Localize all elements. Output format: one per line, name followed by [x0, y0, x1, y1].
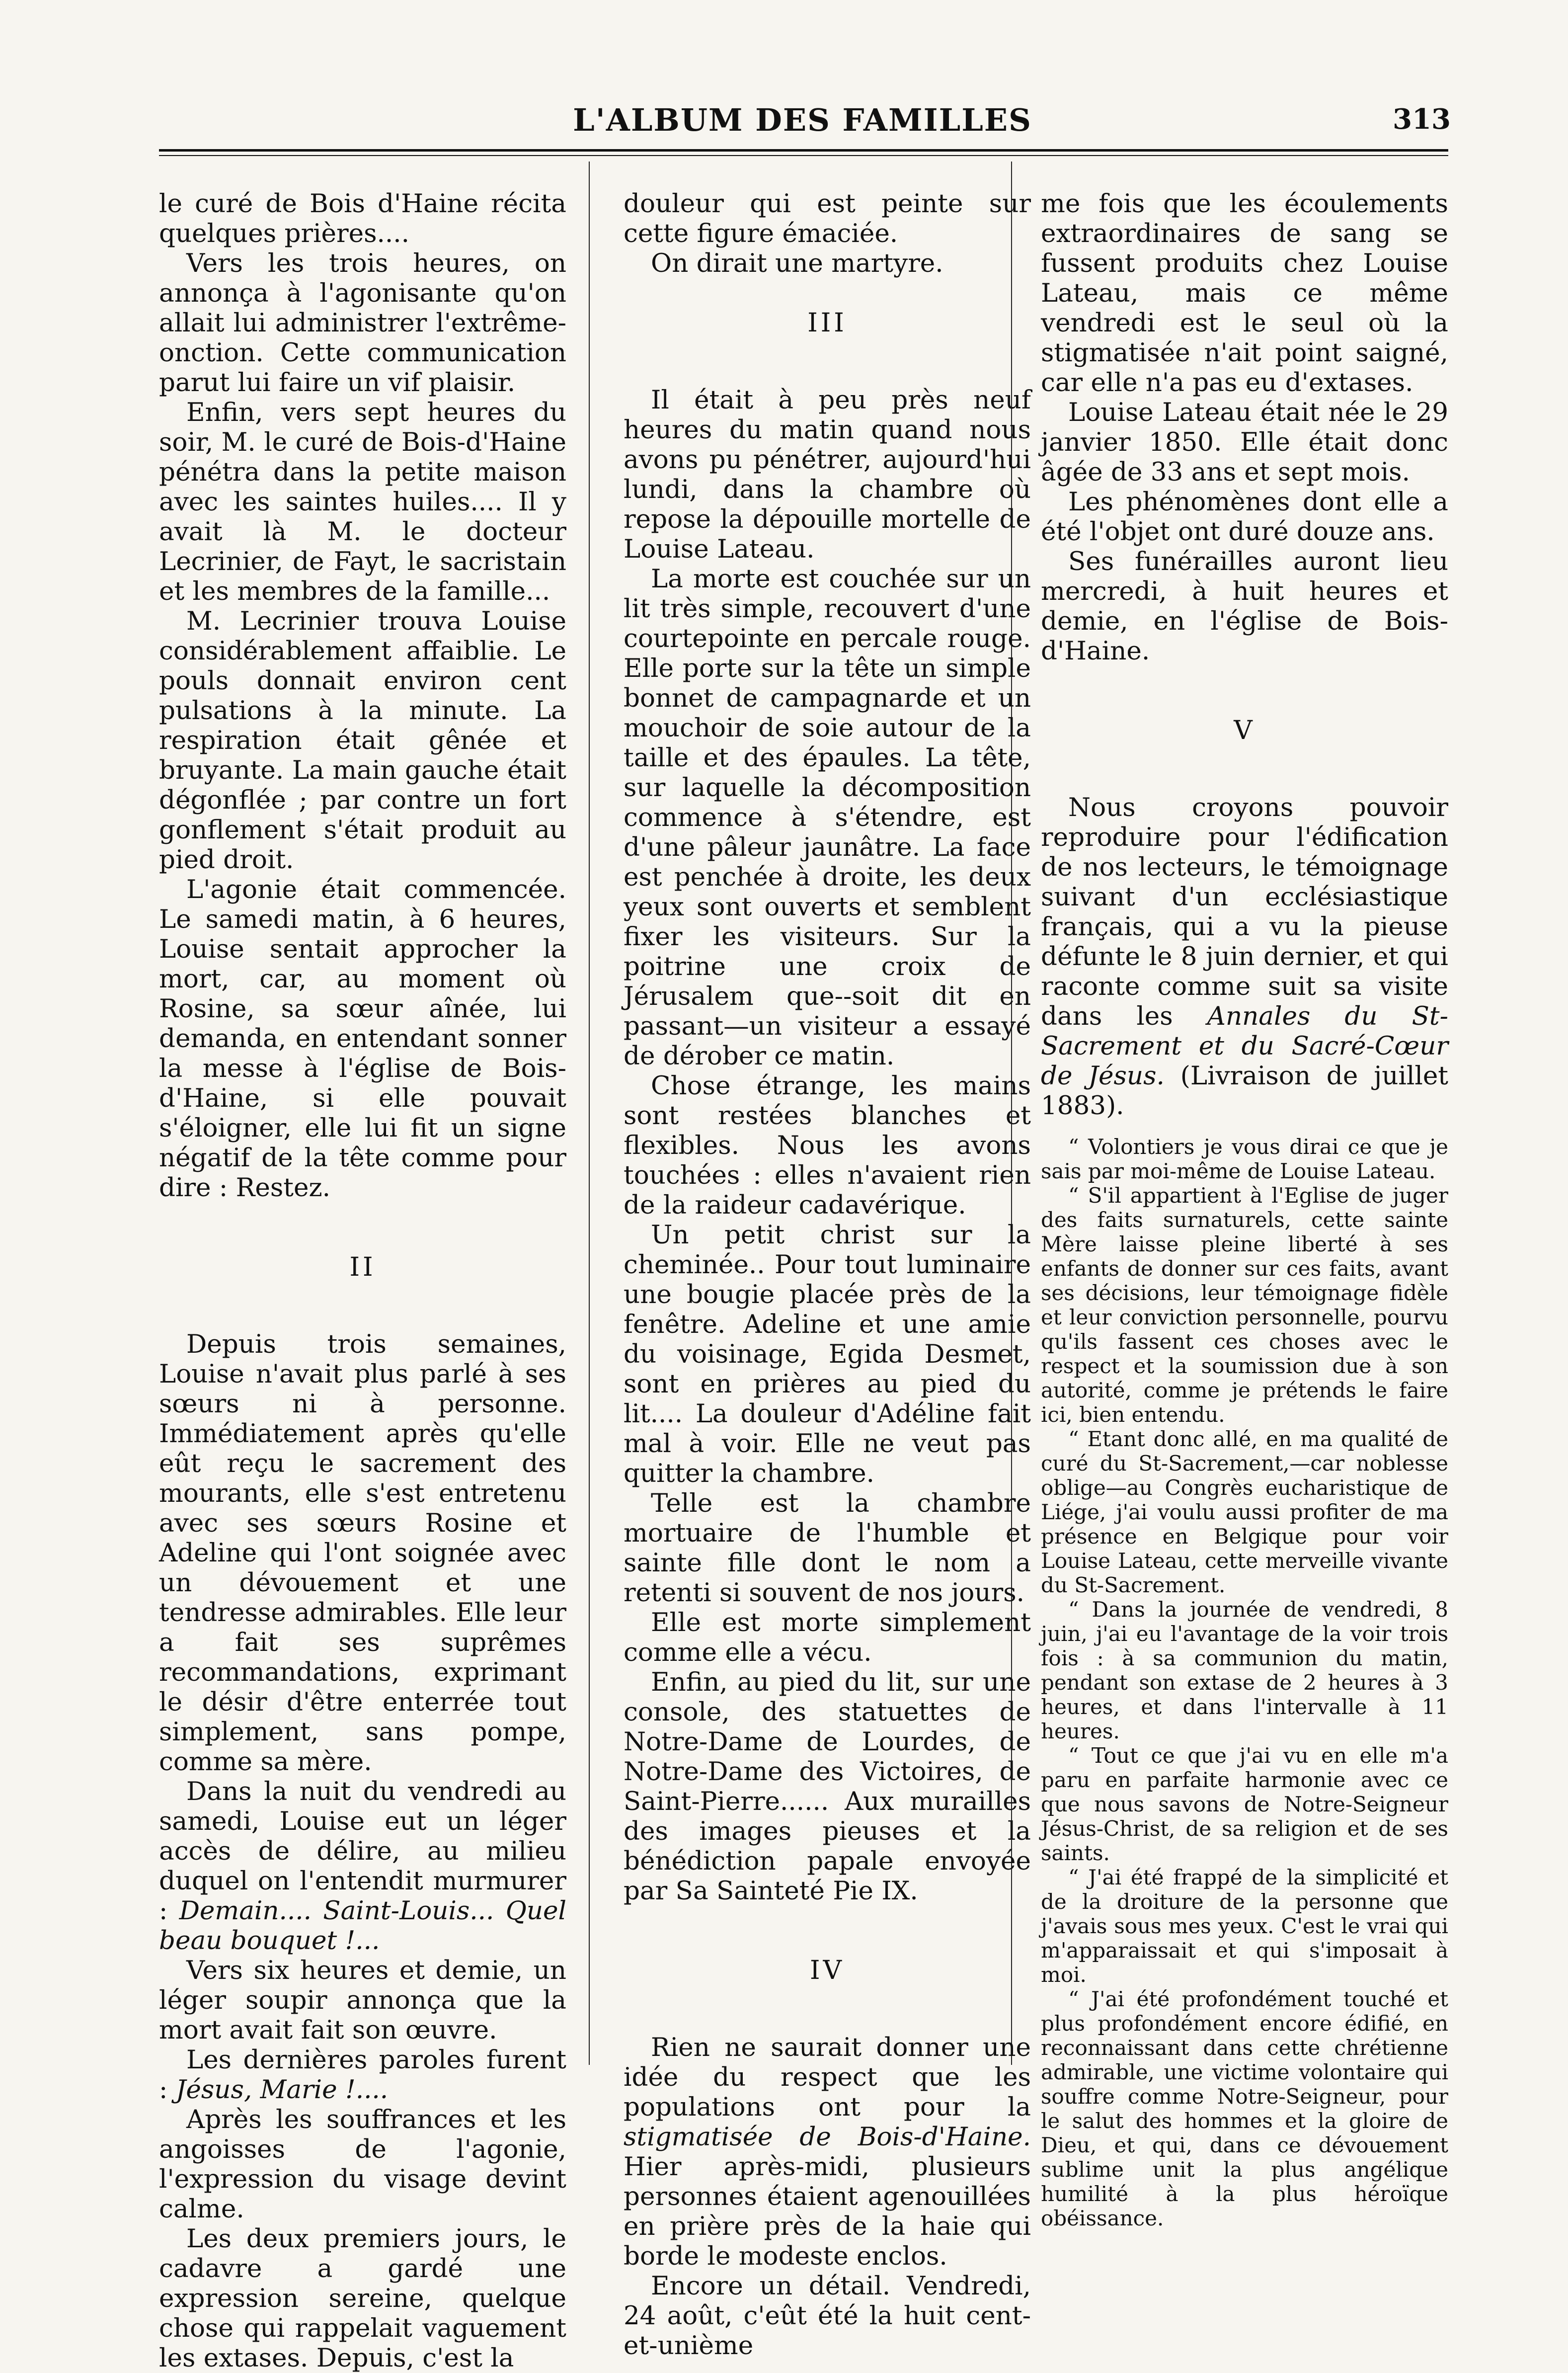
italic-quote: Demain.... Saint-Louis... Quel beau bouquet !...: [159, 1896, 566, 1956]
paragraph: me fois que les écoulements extraordinaires de sang se fussent produits chez Louise Lateau, mais ce même vendredi est le seul où la stigmatisée n'ait point saigné, car elle n'a pas eu d'extases.: [1041, 189, 1448, 398]
paragraph: Enfin, au pied du lit, sur une console, des statuettes de Notre-Dame de Lourdes, de Notre-Dame des Victoires, de Saint-Pierre...... Aux murailles des images pieuses et la bénédiction papale envoyée par Sa Sainteté Pie IX.: [624, 1667, 1031, 1906]
paragraph: L'agonie était commencée. Le samedi matin, à 6 heures, Louise sentait approcher la mort, car, au moment où Rosine, sa sœur aînée, lui demanda, en entendant sonner la messe à l'église de Bois-d'Haine, si elle pouvait s'éloigner, elle lui fit un signe négatif de la tête comme pour dire : Restez.: [159, 875, 566, 1203]
running-header: [154, 102, 1451, 147]
paragraph: Après les souffrances et les angoisses de l'agonie, l'expression du visage devint calme.: [159, 2105, 566, 2224]
text-run: Hier après-midi, plusieurs personnes étaient agenouillées en prière près de la haie qui borde le modeste enclos.: [624, 2152, 1031, 2271]
paragraph: [624, 2033, 1031, 2271]
journal-title: L'ALBUM DES FAMILLES: [573, 102, 1032, 138]
paragraph: Les phénomènes dont elle a été l'objet ont duré douze ans.: [1041, 487, 1448, 547]
quote-paragraph: “ Etant donc allé, en ma qualité de curé du St-Sacrement,—car noblesse oblige—au Congrès eucharistique de Liége, j'ai voulu aussi profiter de ma présence en Belgique pour voir Louise Lateau, cette merveille vivante du St-Sacrement.: [1041, 1427, 1448, 1597]
section-heading: IV: [809, 1956, 845, 1985]
paragraph: Depuis trois semaines, Louise n'avait plus parlé à ses sœurs ni à personne. Immédiatement après qu'elle eût reçu le sacrement des mourants, elle s'est entretenu avec ses sœurs Rosine et Adeline qui l'ont soignée avec un dévouement et une tendresse admirables. Elle leur a fait ses suprêmes recommandations, exprimant le désir d'être enterrée tout simplement, sans pompe, comme sa mère.: [159, 1329, 566, 1777]
paragraph: On dirait une martyre.: [651, 248, 943, 278]
paragraph: [159, 1777, 566, 1956]
paragraph: Les deux premiers jours, le cadavre a gardé une expression sereine, quelque chose qui rappelait vaguement les extases. Depuis, c'est la: [159, 2224, 566, 2373]
paragraph: Encore un détail. Vendredi, 24 août, c'eût été la huit cent-et-unième: [624, 2271, 1031, 2361]
column-2: [624, 189, 1031, 2361]
paragraph: Il était à peu près neuf heures du matin quand nous avons pu pénétrer, aujourd'hui lundi, dans la chambre où repose la dépouille mortelle de Louise Lateau.: [624, 385, 1031, 564]
header-rule-thin: [159, 155, 1448, 156]
quote-paragraph: “ J'ai été frappé de la simplicité et de la droiture de la personne que j'avais sous mes yeux. C'est le vrai qui m'apparaissait et qui s'imposait à moi.: [1041, 1865, 1448, 1987]
section-heading: II: [349, 1252, 376, 1282]
paragraph: Vers six heures et demie, un léger soupir annonça que la mort avait fait son œuvre.: [159, 1956, 566, 2045]
italic-title: Annales du St-Sacrement et du Sacré-Cœur de Jésus.: [1041, 1001, 1448, 1091]
column-3: [1041, 189, 1448, 2230]
paragraph: Ses funérailles auront lieu mercredi, à huit heures et demie, en l'église de Bois-d'Haine.: [1041, 547, 1448, 666]
paragraph: douleur qui est peinte sur cette figure émaciée.: [624, 189, 1031, 248]
text-run: Les dernières paroles furent :: [159, 2045, 566, 2105]
paragraph: Louise Lateau était née le 29 janvier 1850. Elle était donc âgée de 33 ans et sept mois.: [1041, 398, 1448, 487]
quote-paragraph: “ S'il appartient à l'Eglise de juger des faits surnaturels, cette sainte Mère laisse pleine liberté à ses enfants de donner sur ces faits, avant ses décisions, leur témoignage fidèle et leur conviction personnelle, pourvu qu'ils fassent ces choses avec le respect et la soumission due à son autorité, comme je prétends le faire ici, bien entendu.: [1041, 1183, 1448, 1427]
paragraph: Elle est morte simplement comme elle a vécu.: [624, 1608, 1031, 1667]
paragraph: [1041, 793, 1448, 1121]
quoted-testimony: [1041, 1135, 1448, 2230]
paragraph: Vers les trois heures, on annonça à l'agonisante qu'on allait lui administrer l'extrême-onction. Cette communication parut lui faire un vif plaisir.: [159, 248, 566, 398]
quote-paragraph: “ Volontiers je vous dirai ce que je sais par moi-même de Louise Lateau.: [1041, 1135, 1448, 1183]
text-run: (Livraison de juillet 1883).: [1041, 1061, 1448, 1121]
quote-paragraph: “ Dans la journée de vendredi, 8 juin, j'ai eu l'avantage de la voir trois fois : à sa communion du matin, pendant son extase de 2 heures à 3 heures, et dans l'intervalle à 11 heures.: [1041, 1597, 1448, 1743]
header-rule: [159, 149, 1448, 152]
text-run: Rien ne saurait donner une idée du respect que les populations ont pour la: [624, 2033, 1031, 2122]
spacer: [1041, 1121, 1448, 1135]
section-heading: V: [1234, 716, 1255, 745]
quote-paragraph: “ Tout ce que j'ai vu en elle m'a paru en parfaite harmonie avec ce que nous savons de Notre-Seigneur Jésus-Christ, de sa religion et de ses saints.: [1041, 1743, 1448, 1865]
italic-quote: Jésus, Marie !....: [175, 2075, 389, 2105]
paragraph: Chose étrange, les mains sont restées blanches et flexibles. Nous les avons touchées : elles n'avaient rien de la raideur cadavérique.: [624, 1071, 1031, 1220]
page-number: 313: [1393, 103, 1451, 136]
paragraph: Telle est la chambre mortuaire de l'humble et sainte fille dont le nom a retenti si souvent de nos jours.: [624, 1488, 1031, 1608]
column-divider: [589, 162, 590, 2065]
paragraph: [159, 2045, 566, 2105]
quote-paragraph: “ J'ai été profondément touché et plus profondément encore édifié, en reconnaissant dans cette chrétienne admirable, une victime volontaire qui souffre comme Notre-Seigneur, pour le salut des hommes et la gloire de Dieu, et qui, dans ce dévouement sublime unit la plus angélique humilité à la plus héroïque obéissance.: [1041, 1987, 1448, 2230]
text-run: Nous croyons pouvoir reproduire pour l'édification de nos lecteurs, le témoignage suivant d'un ecclésiastique français, qui a vu la pieuse défunte le 8 juin dernier, et qui raconte comme suit sa visite dans les: [1041, 793, 1448, 1031]
italic-phrase: stigmatisée de Bois-d'Haine.: [624, 2122, 1031, 2152]
paragraph: le curé de Bois d'Haine récita quelques prières....: [159, 189, 566, 248]
paragraph: M. Lecrinier trouva Louise considérablement affaiblie. Le pouls donnait environ cent pulsations à la minute. La respiration était gênée et bruyante. La main gauche était dégonflée ; par contre un fort gonflement s'était produit au pied droit.: [159, 606, 566, 875]
paragraph: Enfin, vers sept heures du soir, M. le curé de Bois-d'Haine pénétra dans la petite maison avec les saintes huiles.... Il y avait là M. le docteur Lecrinier, de Fayt, le sacristain et les membres de la famille...: [159, 398, 566, 606]
paragraph: La morte est couchée sur un lit très simple, recouvert d'une courtepointe en percale rouge. Elle porte sur la tête un simple bonnet de campagnarde et un mouchoir de soie autour de la taille et des épaules. La tête, sur laquelle la décomposition commence à s'étendre, est d'une pâleur jaunâtre. La face est penchée à droite, les deux yeux sont ouverts et semblent fixer les visiteurs. Sur la poitrine une croix de Jérusalem que--soit dit en passant—un visiteur a essayé de dérober ce matin.: [624, 564, 1031, 1071]
column-1: [159, 189, 566, 2373]
section-heading: III: [807, 308, 847, 338]
text-run: Dans la nuit du vendredi au samedi, Louise eut un léger accès de délire, au milieu duquel on l'entendit murmurer :: [159, 1777, 566, 1926]
paragraph: Un petit christ sur la cheminée.. Pour tout luminaire une bougie placée près de la fenêtre. Adeline et une amie du voisinage, Egida Desmet, sont en prières au pied du lit.... La douleur d'Adéline fait mal à voir. Elle ne veut pas quitter la chambre.: [624, 1220, 1031, 1488]
